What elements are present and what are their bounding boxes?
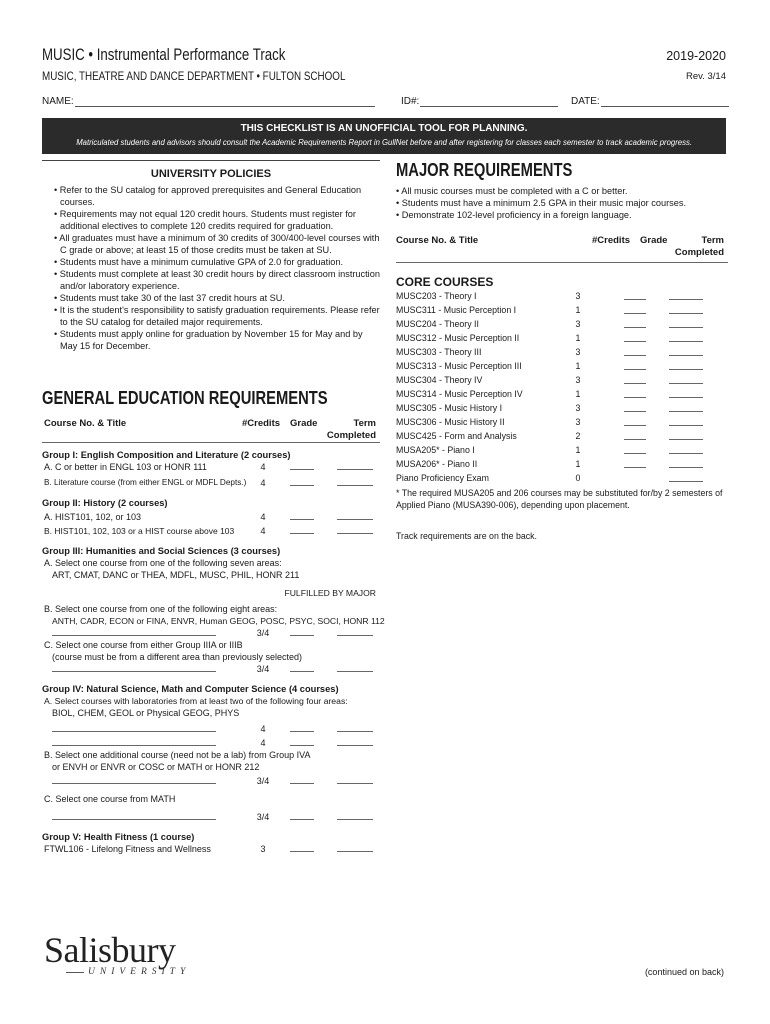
major-column-headers xyxy=(396,233,728,263)
grade-blank[interactable] xyxy=(624,327,646,328)
grade-blank[interactable] xyxy=(290,819,314,820)
course-blank[interactable] xyxy=(52,783,216,784)
course-instruction: C. Select one course from either Group IIIA or IIIB xyxy=(44,640,243,650)
course-row: B. HIST101, 102, 103 or a HIST course above 103 4 xyxy=(42,525,380,537)
course-row: 4 xyxy=(42,723,380,735)
course-instruction: ART, CMAT, DANC or THEA, MDFL, MUSC, PHIL, HONR 211 xyxy=(52,570,300,580)
grade-blank[interactable] xyxy=(290,519,314,520)
grade-blank[interactable] xyxy=(624,425,646,426)
term-blank[interactable] xyxy=(337,485,373,486)
date-input-line[interactable] xyxy=(601,97,729,107)
banner-subtext: Matriculated students and advisors should consult the Academic Requirements Report in GullNet before and after registering for classes each semester to track academic progress. xyxy=(76,137,692,147)
policy-item: • Students must have a minimum cumulative GPA of 2.0 for graduation. xyxy=(54,257,344,267)
grade-blank[interactable] xyxy=(624,397,646,398)
course-instruction: C. Select one course from MATH xyxy=(44,794,176,804)
core-courses-list xyxy=(396,289,728,485)
grade-blank[interactable] xyxy=(290,851,314,852)
term-blank[interactable] xyxy=(669,369,703,370)
term-blank[interactable] xyxy=(669,453,703,454)
col-course-header: Course No. & Title xyxy=(396,235,479,246)
group-heading: Group II: History (2 courses) xyxy=(42,498,168,508)
core-courses-title: CORE COURSES xyxy=(396,275,494,289)
page-title: MUSIC • Instrumental Performance Track xyxy=(42,45,286,64)
core-course-row: MUSA205* - Piano I 1 xyxy=(396,443,728,457)
term-blank[interactable] xyxy=(669,439,703,440)
group-heading: Group IV: Natural Science, Math and Computer Science (4 courses) xyxy=(42,684,339,694)
policy-item: • Students must complete at least 30 credit hours by direct classroom instruction and/or laboratory experience. xyxy=(54,269,380,291)
term-blank[interactable] xyxy=(337,745,373,746)
col-credits-header: #Credits xyxy=(592,235,631,246)
grade-blank[interactable] xyxy=(624,313,646,314)
course-blank[interactable] xyxy=(52,635,216,636)
core-course-row: MUSC311 - Music Perception I 1 xyxy=(396,303,728,317)
course-blank[interactable] xyxy=(52,819,216,820)
policies-title: UNIVERSITY POLICIES xyxy=(150,168,272,180)
term-blank[interactable] xyxy=(337,819,373,820)
name-input-line[interactable] xyxy=(75,97,375,107)
planning-banner xyxy=(42,118,726,154)
term-blank[interactable] xyxy=(669,411,703,412)
policy-item: • It is the student's responsibility to satisfy graduation requirements. Please refer to the SU catalog for detailed major requirements. xyxy=(54,305,380,327)
term-blank[interactable] xyxy=(669,299,703,300)
col-grade-header: Grade xyxy=(640,235,668,246)
core-course-row: MUSC203 - Theory I 3 xyxy=(396,289,728,303)
term-blank[interactable] xyxy=(337,469,373,470)
grade-blank[interactable] xyxy=(624,299,646,300)
logo-wordmark: Salisbury xyxy=(44,930,176,970)
core-course-row: Piano Proficiency Exam 0 xyxy=(396,471,728,485)
course-instruction: (course must be from a different area than previously selected) xyxy=(52,652,302,662)
policy-item: • Students must take 30 of the last 37 credit hours at SU. xyxy=(54,293,285,303)
major-bullet: • Students must have a minimum 2.5 GPA in their music major courses. xyxy=(396,198,687,208)
core-course-row: MUSC303 - Theory III 3 xyxy=(396,345,728,359)
course-row: 3/4 xyxy=(42,775,380,787)
policy-item: • All graduates must have a minimum of 30 credits of 300/400-level courses with C grade or above; at least 15 of those credits must be taken at SU. xyxy=(54,233,380,255)
grade-blank[interactable] xyxy=(624,383,646,384)
grade-blank[interactable] xyxy=(624,341,646,342)
grade-blank[interactable] xyxy=(290,671,314,672)
banner-heading: THIS CHECKLIST IS AN UNOFFICIAL TOOL FOR PLANNING. xyxy=(240,123,528,134)
term-blank[interactable] xyxy=(669,327,703,328)
course-row: A. HIST101, 102, or 103 4 xyxy=(42,511,380,523)
academic-year: 2019-2020 xyxy=(666,49,726,63)
term-blank[interactable] xyxy=(669,467,703,468)
course-instruction: A. Select courses with laboratories from at least two of the following four areas: xyxy=(44,696,348,706)
term-blank[interactable] xyxy=(337,519,373,520)
name-field[interactable] xyxy=(42,96,375,107)
term-blank[interactable] xyxy=(337,533,373,534)
col-grade-header: Grade xyxy=(290,418,318,429)
major-requirements-section xyxy=(396,160,728,541)
col-term-header: Term Completed xyxy=(674,235,724,258)
term-blank[interactable] xyxy=(337,851,373,852)
university-policies xyxy=(42,160,380,352)
course-row: A. C or better in ENGL 103 or HONR 111 4 xyxy=(42,461,380,473)
core-course-row: MUSC204 - Theory II 3 xyxy=(396,317,728,331)
course-row: FTWL106 - Lifelong Fitness and Wellness 3 xyxy=(42,843,380,855)
core-course-row: MUSC314 - Music Perception IV 1 xyxy=(396,387,728,401)
general-education-section xyxy=(42,388,385,855)
grade-blank[interactable] xyxy=(290,635,314,636)
id-field[interactable] xyxy=(401,96,558,107)
term-blank[interactable] xyxy=(669,313,703,314)
department-label: MUSIC, THEATRE AND DANCE DEPARTMENT • FULTON SCHOOL xyxy=(42,69,346,83)
core-course-row: MUSC304 - Theory IV 3 xyxy=(396,373,728,387)
piano-footnote: * The required MUSA205 and 206 courses may be substituted for/by 2 semesters of Applied Piano (MUSA390-006), depending upon placement. xyxy=(396,488,723,510)
policy-item: • Students must apply online for graduation by November 15 for May and by May 15 for December. xyxy=(54,329,363,351)
core-course-row: MUSA206* - Piano II 1 xyxy=(396,457,728,471)
grade-blank[interactable] xyxy=(624,355,646,356)
grade-blank[interactable] xyxy=(624,369,646,370)
grade-blank[interactable] xyxy=(290,533,314,534)
term-blank[interactable] xyxy=(337,783,373,784)
name-label: NAME: xyxy=(42,96,74,107)
course-blank[interactable] xyxy=(52,745,216,746)
grade-blank[interactable] xyxy=(290,731,314,732)
course-row: 3/4 xyxy=(42,811,380,823)
course-row: B. Literature course (from either ENGL or MDFL Depts.) 4 xyxy=(42,477,380,489)
course-instruction: A. Select one course from one of the following seven areas: xyxy=(44,558,282,568)
course-blank[interactable] xyxy=(52,671,216,672)
logo-subtitle: UNIVERSITY xyxy=(66,967,190,977)
policy-item: • Refer to the SU catalog for approved prerequisites and General Education courses. xyxy=(54,185,362,207)
course-instruction: BIOL, CHEM, GEOL or Physical GEOG, PHYS xyxy=(52,708,240,718)
id-label: ID#: xyxy=(401,96,420,107)
grade-blank[interactable] xyxy=(290,485,314,486)
term-blank[interactable] xyxy=(337,731,373,732)
grade-blank[interactable] xyxy=(290,783,314,784)
course-instruction: B. Select one additional course (need not be a lab) from Group IVA xyxy=(44,750,311,760)
core-course-row: MUSC306 - Music History II 3 xyxy=(396,415,728,429)
policy-item: • Requirements may not equal 120 credit hours. Students must register for additional electives to complete 120 credits required for graduation. xyxy=(54,209,356,231)
major-bullet: • Demonstrate 102-level proficiency in a foreign language. xyxy=(396,210,632,220)
term-blank[interactable] xyxy=(337,635,373,636)
grade-blank[interactable] xyxy=(290,469,314,470)
col-credits-header: #Credits xyxy=(242,418,281,429)
grade-blank[interactable] xyxy=(624,411,646,412)
group-heading: Group I: English Composition and Literature (2 courses) xyxy=(42,450,291,460)
term-blank[interactable] xyxy=(337,671,373,672)
grade-blank[interactable] xyxy=(290,745,314,746)
major-title: MAJOR REQUIREMENTS xyxy=(396,160,573,180)
core-course-row: MUSC312 - Music Perception II 1 xyxy=(396,331,728,345)
term-blank[interactable] xyxy=(669,397,703,398)
date-label: DATE: xyxy=(571,96,600,107)
group-heading: Group V: Health Fitness (1 course) xyxy=(42,832,195,842)
term-blank[interactable] xyxy=(669,355,703,356)
id-input-line[interactable] xyxy=(420,97,558,107)
course-row: 3/4 xyxy=(42,663,380,675)
track-requirements-note: Track requirements are on the back. xyxy=(396,531,537,541)
gened-column-headers xyxy=(42,415,380,443)
gened-title: GENERAL EDUCATION REQUIREMENTS xyxy=(42,388,328,408)
term-blank[interactable] xyxy=(669,383,703,384)
date-field[interactable] xyxy=(571,96,729,107)
continued-note: (continued on back) xyxy=(644,967,724,977)
revision-label: Rev. 3/14 xyxy=(686,71,726,82)
course-blank[interactable] xyxy=(52,731,216,732)
col-term-header: Term Completed xyxy=(326,418,376,441)
course-row: 3/4 xyxy=(42,627,380,639)
group-heading: Group III: Humanities and Social Sciences (3 courses) xyxy=(42,546,281,556)
major-bullet: • All music courses must be completed with a C or better. xyxy=(396,186,628,196)
course-instruction: or ENVH or ENVR or COSC or MATH or HONR 212 xyxy=(52,762,260,772)
course-instruction: B. Select one course from one of the following eight areas: xyxy=(44,604,278,614)
university-logo xyxy=(44,930,191,977)
core-course-row: MUSC305 - Music History I 3 xyxy=(396,401,728,415)
col-course-header: Course No. & Title xyxy=(44,418,127,429)
policies-list xyxy=(42,184,380,352)
grade-blank[interactable] xyxy=(624,467,646,468)
fulfilled-note: FULFILLED BY MAJOR xyxy=(284,588,376,598)
grade-blank[interactable] xyxy=(624,453,646,454)
term-blank[interactable] xyxy=(669,341,703,342)
course-instruction: ANTH, CADR, ECON or FINA, ENVR, Human GEOG, POSC, PSYC, SOCI, HONR 112 xyxy=(52,616,385,626)
core-course-row: MUSC425 - Form and Analysis 2 xyxy=(396,429,728,443)
core-course-row: MUSC313 - Music Perception III 1 xyxy=(396,359,728,373)
term-blank[interactable] xyxy=(669,481,703,482)
major-bullets xyxy=(396,185,728,221)
course-row: 4 xyxy=(42,737,380,749)
term-blank[interactable] xyxy=(669,425,703,426)
grade-blank[interactable] xyxy=(624,439,646,440)
